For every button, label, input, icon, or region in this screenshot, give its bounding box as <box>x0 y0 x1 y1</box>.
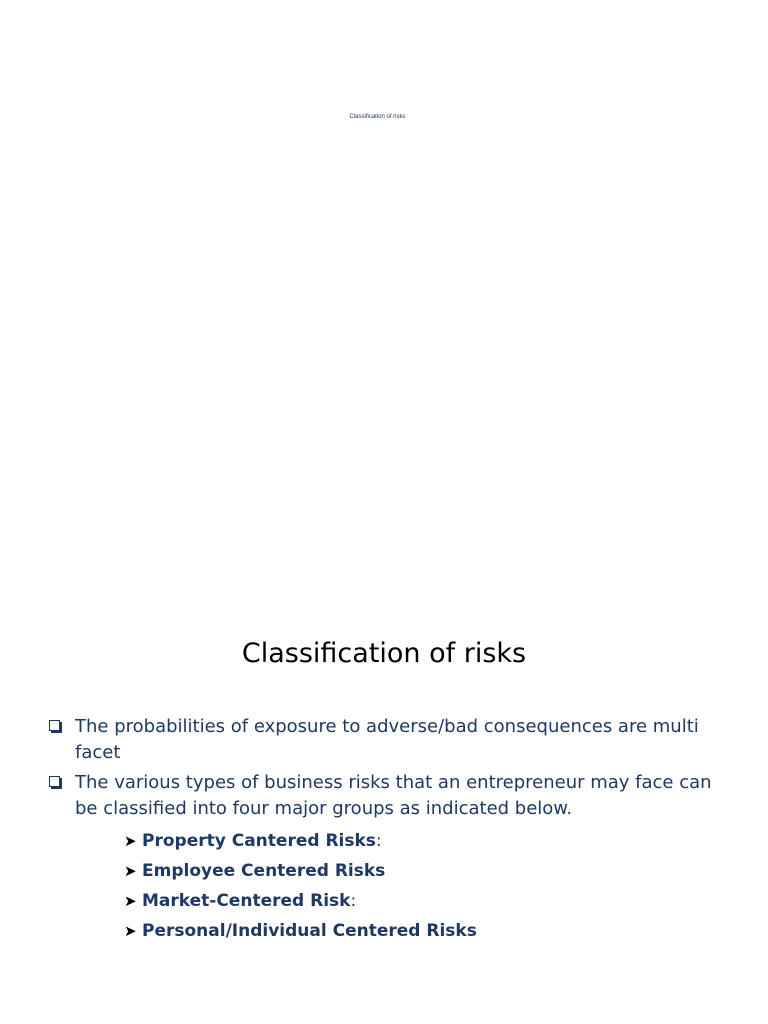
sub-bullet-list <box>124 826 477 946</box>
bullet-item <box>46 714 726 766</box>
arrowhead-icon: ➤ <box>124 862 137 880</box>
checkbox-square-icon <box>49 720 60 731</box>
bullet-text: The probabilities of exposure to adverse/bad consequences are multi facet <box>75 716 699 763</box>
sub-bullet-item <box>124 886 477 916</box>
sub-bullet-item <box>124 856 477 886</box>
bullet-list <box>46 714 726 826</box>
sub-bullet-item <box>124 826 477 856</box>
checkbox-square-icon <box>49 776 60 787</box>
bullet-item <box>46 770 726 822</box>
sub-bullet-suffix: : <box>350 891 357 911</box>
slide-title: Classification of risks <box>241 638 527 669</box>
sub-bullet-item <box>124 916 477 946</box>
arrowhead-icon: ➤ <box>124 832 137 850</box>
sub-bullet-label: Personal/Individual Centered Risks <box>142 921 477 941</box>
arrowhead-icon: ➤ <box>124 892 137 910</box>
header-title: Classification of risks <box>349 114 406 120</box>
sub-bullet-label: Property Cantered Risks <box>142 831 376 851</box>
arrowhead-icon: ➤ <box>124 922 137 940</box>
sub-bullet-suffix: : <box>375 831 382 851</box>
bullet-text: The various types of business risks that an entrepreneur may face can be classified into four major groups as indicated below. <box>75 772 712 819</box>
sub-bullet-label: Market-Centered Risk <box>142 891 351 911</box>
sub-bullet-label: Employee Centered Risks <box>142 861 386 881</box>
